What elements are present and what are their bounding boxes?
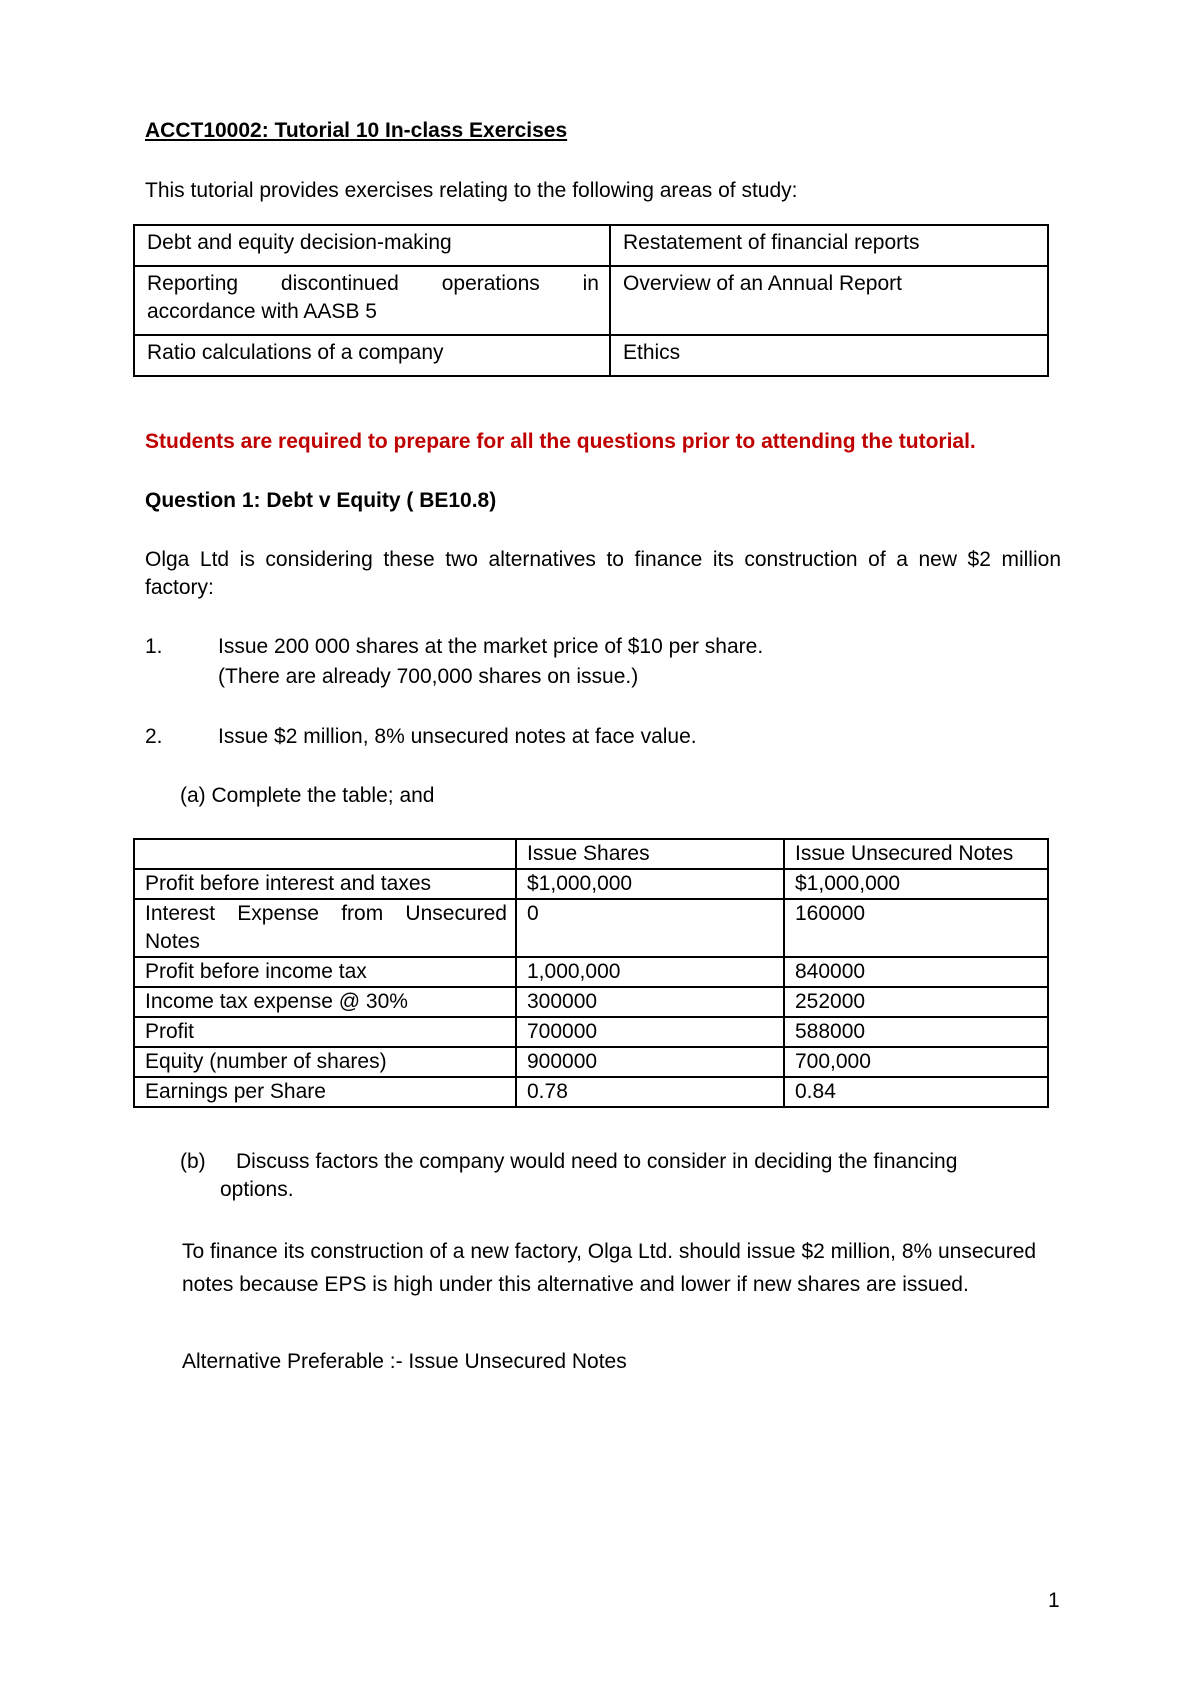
part-a-instruction: (a) Complete the table; and [180,784,435,807]
table-row [134,957,1048,987]
table-cell: 900000 [516,1047,784,1077]
alternative-1-text: Issue 200 000 shares at the market price of $10 per share. [218,635,764,658]
table-row [134,1017,1048,1047]
alternative-1-number: 1. [145,635,163,658]
alternative-2-text: Issue $2 million, 8% unsecured notes at face value. [218,725,697,748]
part-b-question: Discuss factors the company would need to consider in deciding the financing [236,1150,958,1173]
table-cell: 0.78 [516,1077,784,1107]
financing-table [133,838,1049,1108]
row-label: Interest Expense from Unsecured Notes [134,899,516,957]
question-text: Olga Ltd is considering these two alternatives to finance its construction of a new $2 million factory: [145,548,1061,599]
question-heading: Question 1: Debt v Equity ( BE10.8) [145,489,497,512]
part-b-label: (b) [180,1150,206,1173]
table-row [134,266,1048,335]
table-cell: Reporting discontinued operations in accordance with AASB 5 [134,266,610,335]
alternative-2-number: 2. [145,725,163,748]
table-row [134,1077,1048,1107]
document-title: ACCT10002: Tutorial 10 In-class Exercises [145,119,568,142]
answer-paragraph: To finance its construction of a new factory, Olga Ltd. should issue $2 million, 8% unsecured notes because EPS is high under this alternative and lower if new shares are issued. [182,1240,1037,1296]
row-label: Profit before income tax [134,957,516,987]
row-label: Income tax expense @ 30% [134,987,516,1017]
study-areas-table [133,224,1049,377]
table-cell: 840000 [784,957,1048,987]
table-cell: Ratio calculations of a company [134,335,610,376]
table-cell: 588000 [784,1017,1048,1047]
table-cell: Ethics [610,335,1048,376]
table-cell: Restatement of financial reports [610,225,1048,266]
preparation-notice: Students are required to prepare for all the questions prior to attending the tutorial. [145,430,976,453]
header-cell: Issue Shares [516,839,784,869]
table-cell: $1,000,000 [516,869,784,899]
table-cell: 1,000,000 [516,957,784,987]
table-row [134,869,1048,899]
table-cell: 0 [516,899,784,957]
header-cell [134,839,516,869]
row-label: Profit before interest and taxes [134,869,516,899]
table-row [134,1047,1048,1077]
table-header-row [134,839,1048,869]
header-cell: Issue Unsecured Notes [784,839,1048,869]
table-cell: Overview of an Annual Report [610,266,1048,335]
table-row [134,335,1048,376]
preferable-alternative: Alternative Preferable :- Issue Unsecured Notes [182,1350,627,1373]
table-cell: 252000 [784,987,1048,1017]
table-row [134,225,1048,266]
page-number: 1 [1048,1589,1060,1612]
alternative-1-note: (There are already 700,000 shares on issue.) [218,665,639,688]
row-label: Equity (number of shares) [134,1047,516,1077]
table-cell: 0.84 [784,1077,1048,1107]
table-cell: 160000 [784,899,1048,957]
part-b-question-continued: options. [220,1178,294,1201]
table-cell: 300000 [516,987,784,1017]
table-cell: Debt and equity decision-making [134,225,610,266]
table-cell: 700000 [516,1017,784,1047]
table-cell: 700,000 [784,1047,1048,1077]
row-label: Earnings per Share [134,1077,516,1107]
table-row [134,987,1048,1017]
row-label: Profit [134,1017,516,1047]
table-cell: $1,000,000 [784,869,1048,899]
table-row [134,899,1048,957]
intro-text: This tutorial provides exercises relating to the following areas of study: [145,179,798,202]
